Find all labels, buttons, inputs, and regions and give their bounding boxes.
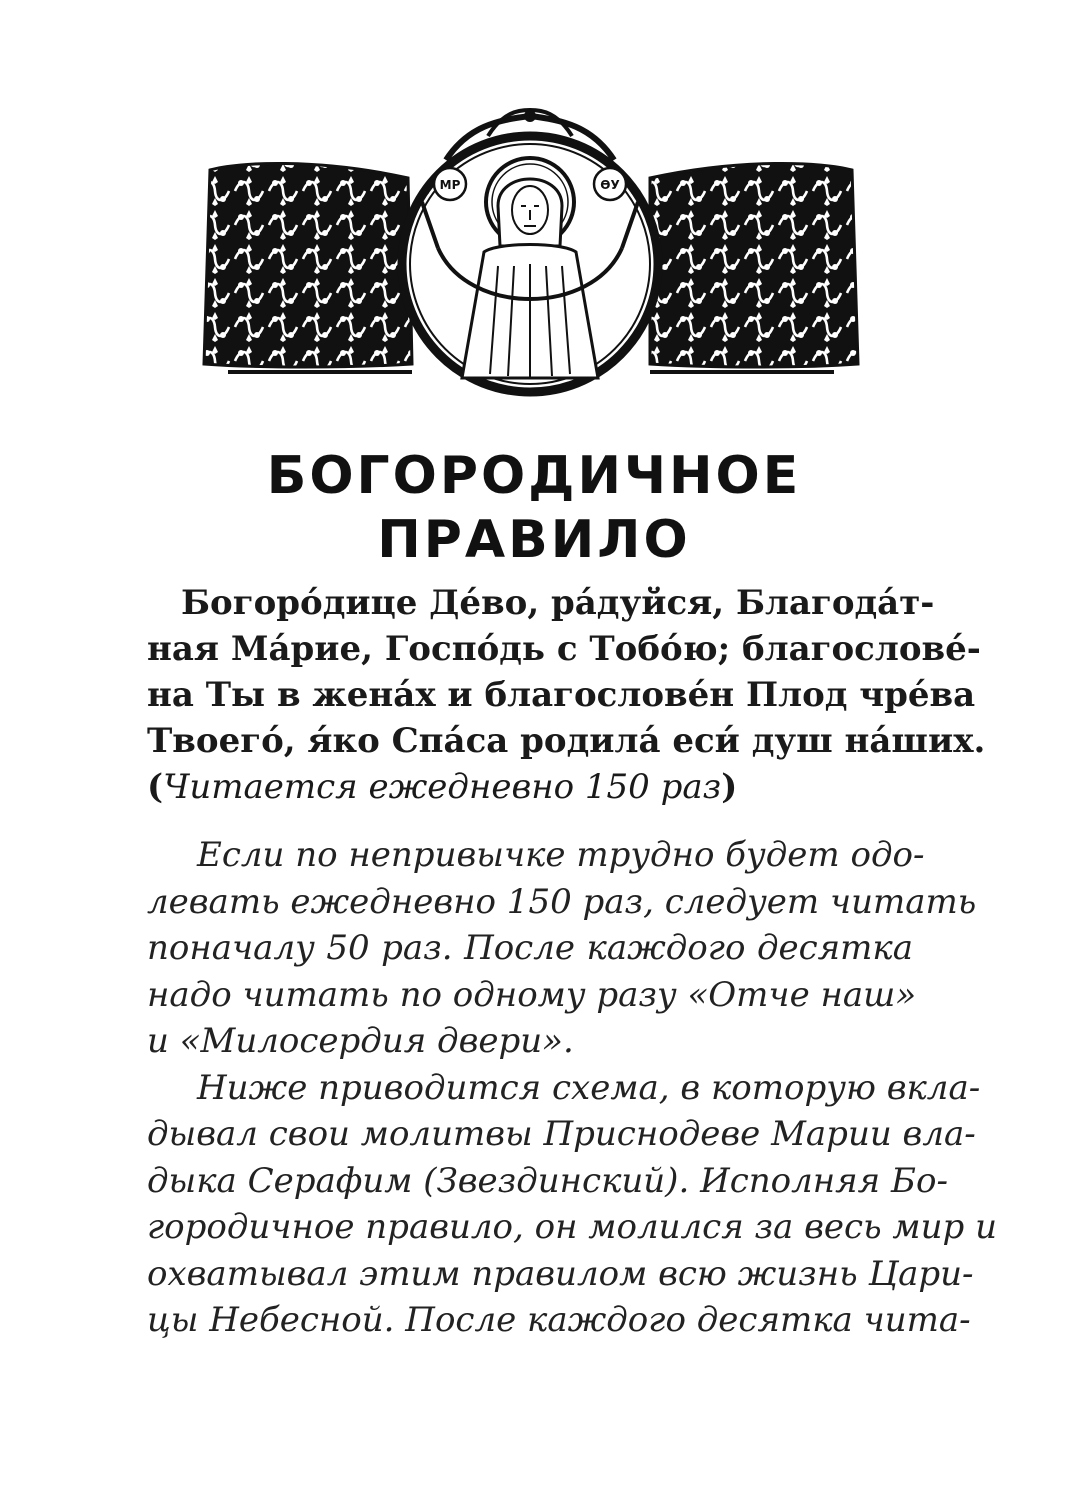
svg-text:ѲУ: ѲУ: [600, 178, 620, 192]
note-close-paren: ): [721, 767, 738, 807]
note-text: Читается ежедневно 150 раз: [163, 767, 722, 807]
prayer-text: [147, 580, 986, 810]
prayer-line-4: Твоего́, я́ко Спа́са родила́ еси́ душ на́ших.: [147, 721, 986, 761]
commentary-text: [147, 832, 997, 1344]
page-title: [0, 444, 1068, 572]
title-line-1: БОГОРОДИЧНОЕ: [266, 446, 802, 506]
title-line-2: ПРАВИЛО: [377, 510, 691, 570]
svg-text:МР: МР: [439, 178, 461, 192]
comment-line-2: левать ежедневно 150 раз, следует читать: [147, 881, 977, 922]
comment-line-8: дыка Серафим (Звездинский). Исполняя Бо-: [147, 1160, 948, 1201]
prayer-line-2: ная Ма́рие, Госпо́дь с Тобо́ю; благослове́-: [147, 629, 981, 669]
comment-line-11: цы Небесной. После каждого десятка чита-: [147, 1300, 971, 1340]
ornamental-header: [198, 106, 862, 402]
comment-line-3: поначалу 50 раз. После каждого десятка: [147, 928, 913, 968]
comment-line-6: Ниже приводится схема, в которую вкла-: [197, 1067, 981, 1108]
comment-line-9: городичное правило, он молился за весь мир и: [147, 1207, 997, 1247]
note-open-paren: (: [147, 767, 164, 807]
comment-line-10: охватывал этим правилом всю жизнь Цари-: [147, 1253, 974, 1294]
prayer-line-1: Богоро́дице Де́во, ра́дуйся, Благода́т-: [181, 583, 935, 623]
comment-line-1: Если по непривычке трудно будет одо-: [197, 835, 925, 875]
comment-line-7: дывал свои молитвы Приснодеве Марии вла-: [147, 1114, 976, 1154]
theotokos-icon: [198, 106, 862, 402]
comment-line-5: и «Милосердия двери».: [147, 1021, 574, 1061]
comment-line-4: надо читать по одному разу «Отче наш»: [147, 974, 917, 1015]
prayer-note: [147, 764, 913, 810]
prayer-line-3: на Ты в жена́х и благослове́н Плод чре́ва: [147, 675, 976, 715]
